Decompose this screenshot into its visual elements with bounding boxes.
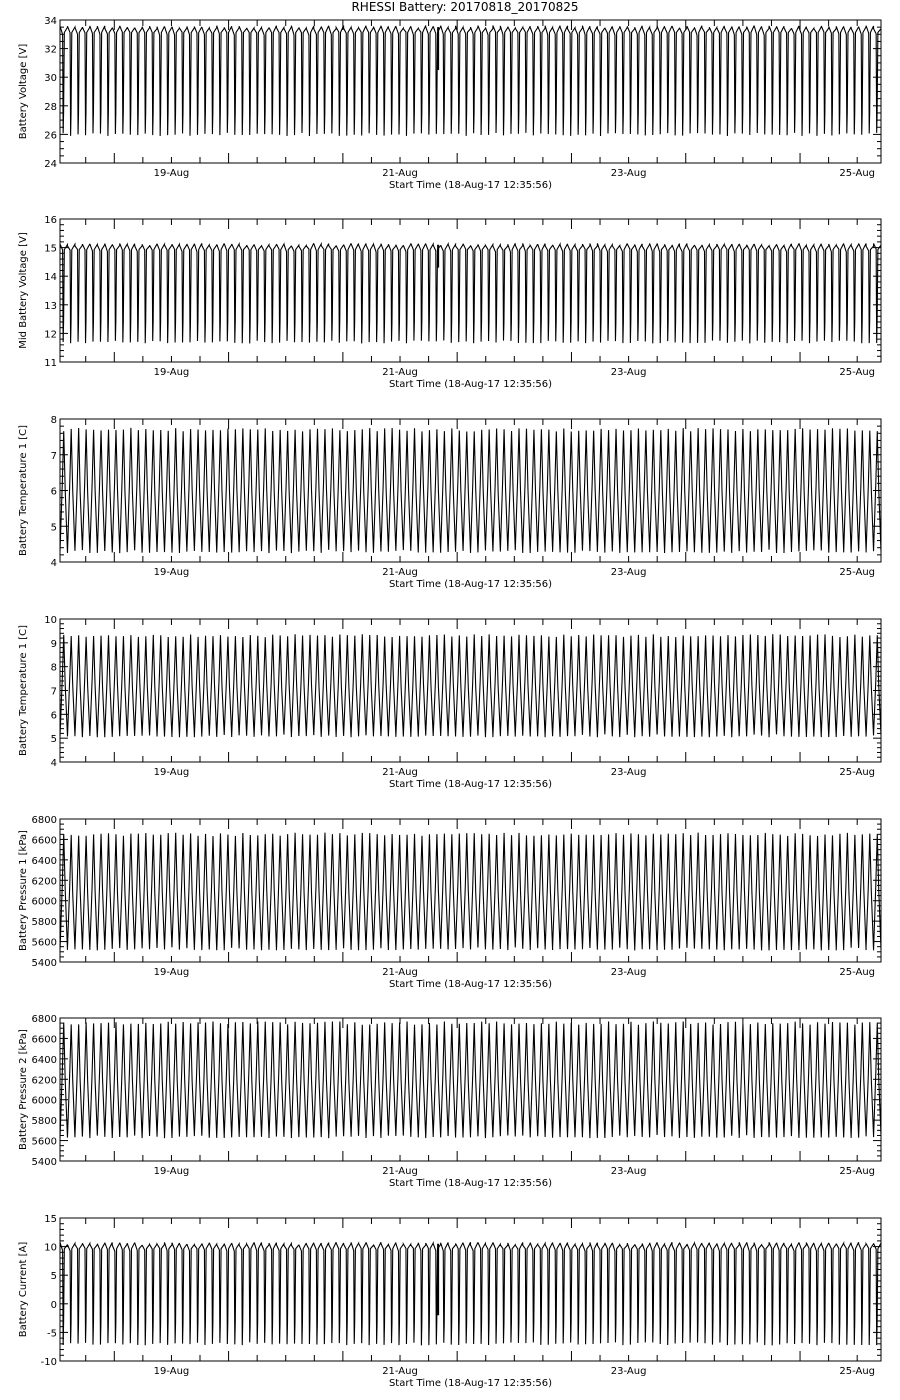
- y-axis-label: Mid Battery Voltage [V]: [18, 232, 29, 349]
- series-line: [60, 833, 881, 951]
- y-tick-label: 5: [50, 1271, 57, 1283]
- x-tick-label: 21-Aug: [382, 367, 418, 378]
- y-tick-label: 24: [44, 159, 57, 170]
- y-tick-label: -10: [40, 1357, 57, 1368]
- x-tick-label: 19-Aug: [153, 967, 190, 978]
- x-tick-label: 23-Aug: [610, 967, 647, 978]
- x-tick-label: 19-Aug: [153, 567, 190, 578]
- x-tick-label: 23-Aug: [610, 567, 647, 578]
- x-tick-label: 25-Aug: [839, 168, 876, 179]
- y-tick-label: 7: [50, 686, 57, 698]
- y-tick-label: 5: [50, 522, 57, 534]
- y-axis-label: Battery Current [A]: [18, 1241, 29, 1338]
- y-tick-label: 6: [50, 486, 57, 498]
- x-tick-label: 19-Aug: [153, 168, 190, 179]
- x-tick-label: 21-Aug: [382, 967, 418, 978]
- x-tick-label: 19-Aug: [153, 767, 190, 778]
- y-tick-label: 9: [50, 638, 57, 650]
- x-tick-label: 21-Aug: [382, 1366, 418, 1377]
- y-tick-label: 6800: [31, 1014, 57, 1025]
- x-tick-label: 25-Aug: [839, 367, 876, 378]
- y-tick-label: 12: [44, 329, 57, 341]
- y-tick-label: 6600: [31, 1034, 57, 1046]
- x-tick-label: 25-Aug: [839, 1366, 876, 1377]
- y-tick-label: 32: [44, 44, 57, 56]
- x-tick-label: 25-Aug: [839, 567, 876, 578]
- series-line: [60, 428, 881, 553]
- x-tick-label: 21-Aug: [382, 767, 418, 778]
- chart-panel-1: [18, 16, 881, 191]
- y-tick-label: 4: [50, 558, 57, 569]
- figure-title: RHESSI Battery: 20170818_20170825: [351, 0, 579, 14]
- chart-panels: [18, 16, 881, 1389]
- x-tick-label: 19-Aug: [153, 1366, 190, 1377]
- y-axis-label: Battery Pressure 1 [kPa]: [18, 830, 29, 951]
- y-tick-label: 15: [44, 243, 57, 255]
- y-tick-label: 6200: [31, 876, 57, 888]
- chart-panel-4: [18, 615, 881, 790]
- y-tick-label: 7: [50, 450, 57, 462]
- y-tick-label: 8: [50, 415, 57, 426]
- y-tick-label: 5400: [31, 958, 57, 969]
- y-tick-label: 16: [44, 215, 57, 226]
- chart-panel-2: [18, 215, 881, 390]
- y-tick-label: 6600: [31, 835, 57, 847]
- series-line: [60, 634, 881, 737]
- y-tick-label: 13: [44, 300, 57, 312]
- series-line: [60, 26, 881, 136]
- y-tick-label: 5: [50, 734, 57, 746]
- chart-panel-3: [18, 415, 881, 590]
- series-line: [60, 243, 881, 343]
- x-axis-label: Start Time (18-Aug-17 12:35:56): [388, 1178, 553, 1189]
- x-axis-label: Start Time (18-Aug-17 12:35:56): [388, 779, 553, 790]
- y-tick-label: 0: [50, 1299, 57, 1311]
- y-tick-label: 5600: [31, 1136, 57, 1148]
- y-tick-label: 6: [50, 710, 57, 722]
- series-line: [60, 1021, 881, 1138]
- x-tick-label: 23-Aug: [610, 168, 647, 179]
- y-tick-label: 5800: [31, 917, 57, 929]
- y-tick-label: 10: [44, 615, 57, 626]
- chart-panel-7: [18, 1214, 881, 1389]
- y-tick-label: 6000: [31, 896, 57, 908]
- x-tick-label: 19-Aug: [153, 1166, 190, 1177]
- y-tick-label: 15: [44, 1214, 57, 1225]
- y-tick-label: 30: [44, 73, 57, 85]
- x-tick-label: 21-Aug: [382, 1166, 418, 1177]
- y-tick-label: 34: [44, 16, 57, 27]
- chart-panel-5: [18, 815, 881, 990]
- x-tick-label: 23-Aug: [610, 1366, 647, 1377]
- y-tick-label: 6000: [31, 1095, 57, 1107]
- y-tick-label: 5600: [31, 937, 57, 949]
- y-tick-label: -5: [47, 1328, 57, 1340]
- x-tick-label: 19-Aug: [153, 367, 190, 378]
- y-tick-label: 6800: [31, 815, 57, 826]
- y-axis-label: Battery Temperature 1 [C]: [18, 624, 29, 757]
- x-tick-label: 21-Aug: [382, 168, 418, 179]
- chart-panel-6: [18, 1014, 881, 1189]
- y-axis-label: Battery Temperature 1 [C]: [18, 424, 29, 557]
- x-tick-label: 23-Aug: [610, 1166, 647, 1177]
- x-tick-label: 25-Aug: [839, 967, 876, 978]
- x-axis-label: Start Time (18-Aug-17 12:35:56): [388, 579, 553, 590]
- x-tick-label: 23-Aug: [610, 767, 647, 778]
- y-tick-label: 6400: [31, 1054, 57, 1066]
- x-tick-label: 25-Aug: [839, 1166, 876, 1177]
- x-tick-label: 23-Aug: [610, 367, 647, 378]
- x-axis-label: Start Time (18-Aug-17 12:35:56): [388, 979, 553, 990]
- y-axis-label: Battery Pressure 2 [kPa]: [18, 1029, 29, 1150]
- x-axis-label: Start Time (18-Aug-17 12:35:56): [388, 379, 553, 390]
- y-tick-label: 4: [50, 758, 57, 769]
- x-tick-label: 21-Aug: [382, 567, 418, 578]
- y-axis-label: Battery Voltage [V]: [18, 43, 29, 140]
- y-tick-label: 6200: [31, 1075, 57, 1087]
- series-line: [60, 1242, 881, 1345]
- y-tick-label: 28: [44, 101, 57, 113]
- y-tick-label: 26: [44, 130, 57, 142]
- x-axis-label: Start Time (18-Aug-17 12:35:56): [388, 1378, 553, 1389]
- y-tick-label: 11: [44, 358, 57, 369]
- y-tick-label: 8: [50, 662, 57, 674]
- y-tick-label: 5800: [31, 1116, 57, 1128]
- y-tick-label: 14: [44, 272, 57, 284]
- y-tick-label: 10: [44, 1242, 57, 1254]
- x-axis-label: Start Time (18-Aug-17 12:35:56): [388, 180, 553, 191]
- x-tick-label: 25-Aug: [839, 767, 876, 778]
- y-tick-label: 5400: [31, 1157, 57, 1168]
- y-tick-label: 6400: [31, 855, 57, 867]
